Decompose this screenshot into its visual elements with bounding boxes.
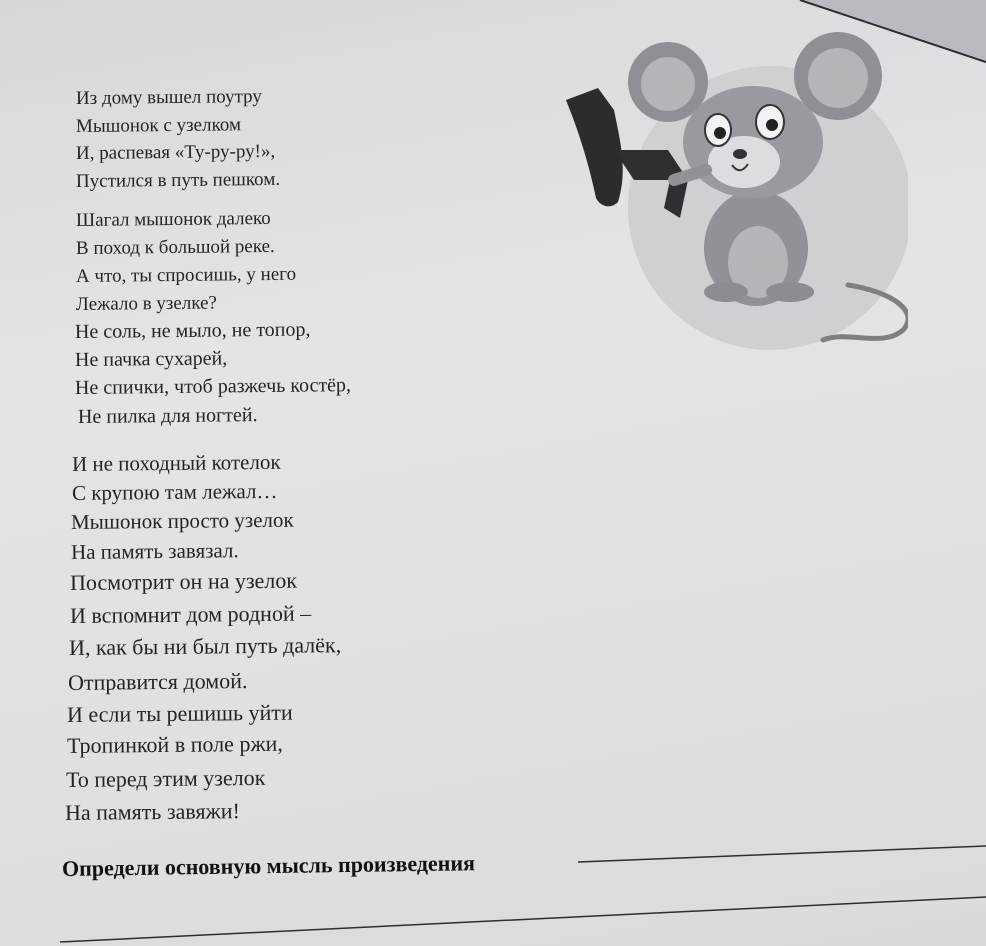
poem-line: Из дому вышел поутру bbox=[75, 86, 262, 109]
poem-line: И не походный котелок bbox=[71, 449, 281, 476]
poem-line: Пустился в путь пешком. bbox=[75, 168, 281, 192]
poem-line: С крупою там лежал… bbox=[71, 478, 278, 505]
poem-line: То перед этим узелок bbox=[65, 764, 266, 792]
poem-line: И, распевая «Ту-ру-ру!», bbox=[75, 140, 276, 164]
poem-line: В поход к большой реке. bbox=[75, 235, 275, 259]
poem-line: Лежало в узелке? bbox=[75, 292, 218, 315]
poem-line: Не спички, чтоб разжечь костёр, bbox=[74, 374, 352, 399]
poem-line: На память завяжи! bbox=[64, 798, 240, 825]
task-question: Определи основную мысль произведения bbox=[61, 850, 476, 881]
poem-line: Шагал мышонок далеко bbox=[75, 207, 271, 231]
poem-line: Не соль, не мыло, не топор, bbox=[74, 318, 311, 343]
poem-line: На память завязал. bbox=[70, 538, 239, 564]
poem-line: Не пилка для ногтей. bbox=[77, 404, 258, 428]
poem-line: Мышонок просто узелок bbox=[70, 507, 294, 534]
poem-line: Тропинкой в поле ржи, bbox=[66, 730, 283, 758]
poem-line: Посмотрит он на узелок bbox=[69, 567, 298, 595]
poem-line: И если ты решишь уйти bbox=[66, 699, 293, 727]
poem-line: Отправится домой. bbox=[67, 668, 248, 695]
poem-line: Не пачка сухарей, bbox=[74, 347, 228, 371]
poem-line: Мышонок с узелком bbox=[75, 114, 242, 137]
poem-line: А что, ты спросишь, у него bbox=[75, 263, 297, 287]
poem-line: И, как бы ни был путь далёк, bbox=[68, 632, 342, 660]
poem-line: И вспомнит дом родной – bbox=[69, 600, 312, 628]
